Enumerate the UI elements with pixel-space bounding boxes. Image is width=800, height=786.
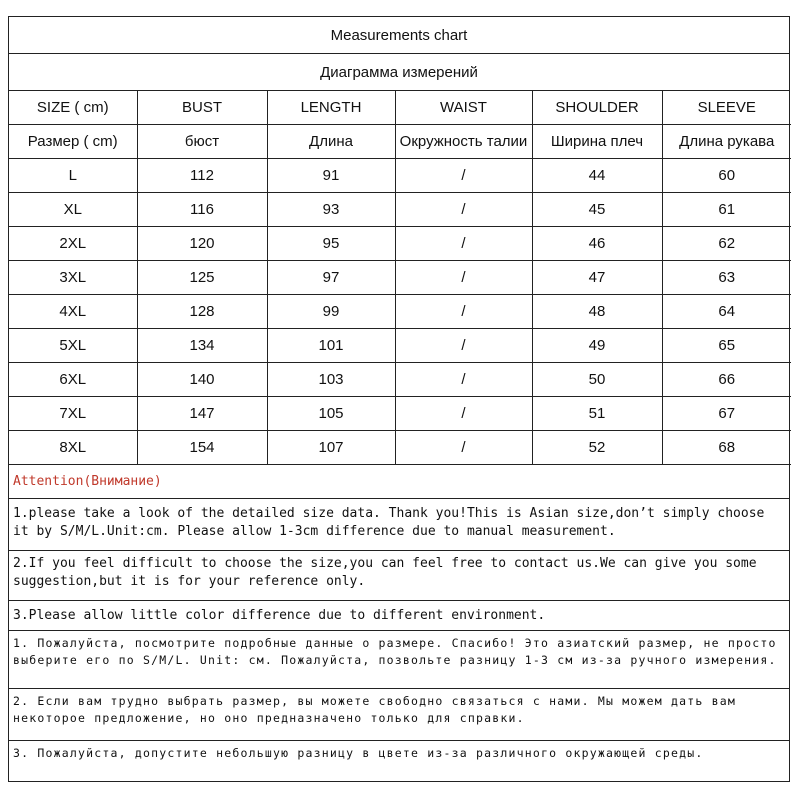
cell-bust: 134 bbox=[137, 329, 267, 363]
header-bust-ru: бюст bbox=[137, 125, 267, 159]
note-english-2: 2.If you feel difficult to choose the size,you can feel free to contact us.We can give you some suggestion,but it is for your reference only. bbox=[9, 551, 789, 601]
cell-sleeve: 66 bbox=[662, 363, 791, 397]
cell-bust: 147 bbox=[137, 397, 267, 431]
cell-size: 8XL bbox=[9, 431, 137, 465]
attention-heading: Attention(Внимание) bbox=[9, 465, 789, 499]
cell-bust: 116 bbox=[137, 193, 267, 227]
cell-sleeve: 67 bbox=[662, 397, 791, 431]
cell-shoulder: 47 bbox=[532, 261, 662, 295]
cell-size: 7XL bbox=[9, 397, 137, 431]
header-shoulder: SHOULDER bbox=[532, 91, 662, 125]
cell-sleeve: 63 bbox=[662, 261, 791, 295]
cell-sleeve: 68 bbox=[662, 431, 791, 465]
measurements-table bbox=[9, 91, 791, 465]
cell-waist: / bbox=[395, 295, 532, 329]
cell-waist: / bbox=[395, 261, 532, 295]
cell-bust: 154 bbox=[137, 431, 267, 465]
cell-sleeve: 64 bbox=[662, 295, 791, 329]
table-row bbox=[9, 159, 791, 193]
cell-size: XL bbox=[9, 193, 137, 227]
header-size-ru: Размер ( cm) bbox=[9, 125, 137, 159]
cell-length: 93 bbox=[267, 193, 395, 227]
header-sleeve: SLEEVE bbox=[662, 91, 791, 125]
header-waist-ru: Окружность талии bbox=[395, 125, 532, 159]
cell-shoulder: 46 bbox=[532, 227, 662, 261]
table-row bbox=[9, 193, 791, 227]
header-row-russian bbox=[9, 125, 791, 159]
cell-shoulder: 51 bbox=[532, 397, 662, 431]
cell-length: 107 bbox=[267, 431, 395, 465]
header-bust: BUST bbox=[137, 91, 267, 125]
cell-length: 101 bbox=[267, 329, 395, 363]
cell-size: 2XL bbox=[9, 227, 137, 261]
cell-shoulder: 48 bbox=[532, 295, 662, 329]
header-sleeve-ru: Длина рукава bbox=[662, 125, 791, 159]
cell-size: L bbox=[9, 159, 137, 193]
cell-bust: 120 bbox=[137, 227, 267, 261]
header-size: SIZE ( cm) bbox=[9, 91, 137, 125]
cell-shoulder: 50 bbox=[532, 363, 662, 397]
cell-waist: / bbox=[395, 363, 532, 397]
table-row bbox=[9, 227, 791, 261]
table-row bbox=[9, 329, 791, 363]
table-row bbox=[9, 397, 791, 431]
cell-sleeve: 61 bbox=[662, 193, 791, 227]
note-russian-1: 1. Пожалуйста, посмотрите подробные данные о размере. Спасибо! Это азиатский размер, не просто выберите его по S/M/L. Unit: cм. Пожалуйста, позвольте разницу 1-3 см из-за ручного измерения. bbox=[9, 631, 789, 689]
cell-shoulder: 49 bbox=[532, 329, 662, 363]
cell-bust: 112 bbox=[137, 159, 267, 193]
note-english-3: 3.Please allow little color difference due to different environment. bbox=[9, 601, 789, 631]
cell-length: 97 bbox=[267, 261, 395, 295]
cell-length: 91 bbox=[267, 159, 395, 193]
table-row bbox=[9, 363, 791, 397]
cell-size: 5XL bbox=[9, 329, 137, 363]
cell-bust: 128 bbox=[137, 295, 267, 329]
table-row bbox=[9, 431, 791, 465]
cell-sleeve: 60 bbox=[662, 159, 791, 193]
notes-section bbox=[9, 465, 789, 781]
cell-length: 105 bbox=[267, 397, 395, 431]
size-chart-sheet bbox=[8, 16, 790, 782]
header-waist: WAIST bbox=[395, 91, 532, 125]
note-russian-2: 2. Если вам трудно выбрать размер, вы можете свободно связаться с нами. Мы можем дать вам некоторое предложение, но оно предназначено только для справки. bbox=[9, 689, 789, 741]
cell-waist: / bbox=[395, 329, 532, 363]
table-row bbox=[9, 295, 791, 329]
cell-size: 4XL bbox=[9, 295, 137, 329]
cell-waist: / bbox=[395, 227, 532, 261]
note-russian-3: 3. Пожалуйста, допустите небольшую разницу в цвете из-за различного окружающей среды. bbox=[13, 746, 704, 760]
cell-length: 95 bbox=[267, 227, 395, 261]
cell-waist: / bbox=[395, 431, 532, 465]
note-english-1: 1.please take a look of the detailed size data. Thank you!This is Asian size,don’t simply choose it by S/M/L.Unit:cm. Please allow 1-3cm difference due to manual measurement. bbox=[9, 499, 789, 551]
cell-length: 103 bbox=[267, 363, 395, 397]
cell-bust: 140 bbox=[137, 363, 267, 397]
cell-waist: / bbox=[395, 159, 532, 193]
chart-title-russian: Диаграмма измерений bbox=[9, 54, 789, 91]
cell-shoulder: 45 bbox=[532, 193, 662, 227]
cell-waist: / bbox=[395, 193, 532, 227]
header-length: LENGTH bbox=[267, 91, 395, 125]
cell-sleeve: 65 bbox=[662, 329, 791, 363]
cell-shoulder: 44 bbox=[532, 159, 662, 193]
header-shoulder-ru: Ширина плеч bbox=[532, 125, 662, 159]
header-length-ru: Длина bbox=[267, 125, 395, 159]
table-row bbox=[9, 261, 791, 295]
cell-sleeve: 62 bbox=[662, 227, 791, 261]
cell-bust: 125 bbox=[137, 261, 267, 295]
chart-title-english: Measurements chart bbox=[9, 17, 789, 54]
cell-shoulder: 52 bbox=[532, 431, 662, 465]
cell-waist: / bbox=[395, 397, 532, 431]
cell-size: 3XL bbox=[9, 261, 137, 295]
header-row-english bbox=[9, 91, 791, 125]
cell-size: 6XL bbox=[9, 363, 137, 397]
cell-length: 99 bbox=[267, 295, 395, 329]
